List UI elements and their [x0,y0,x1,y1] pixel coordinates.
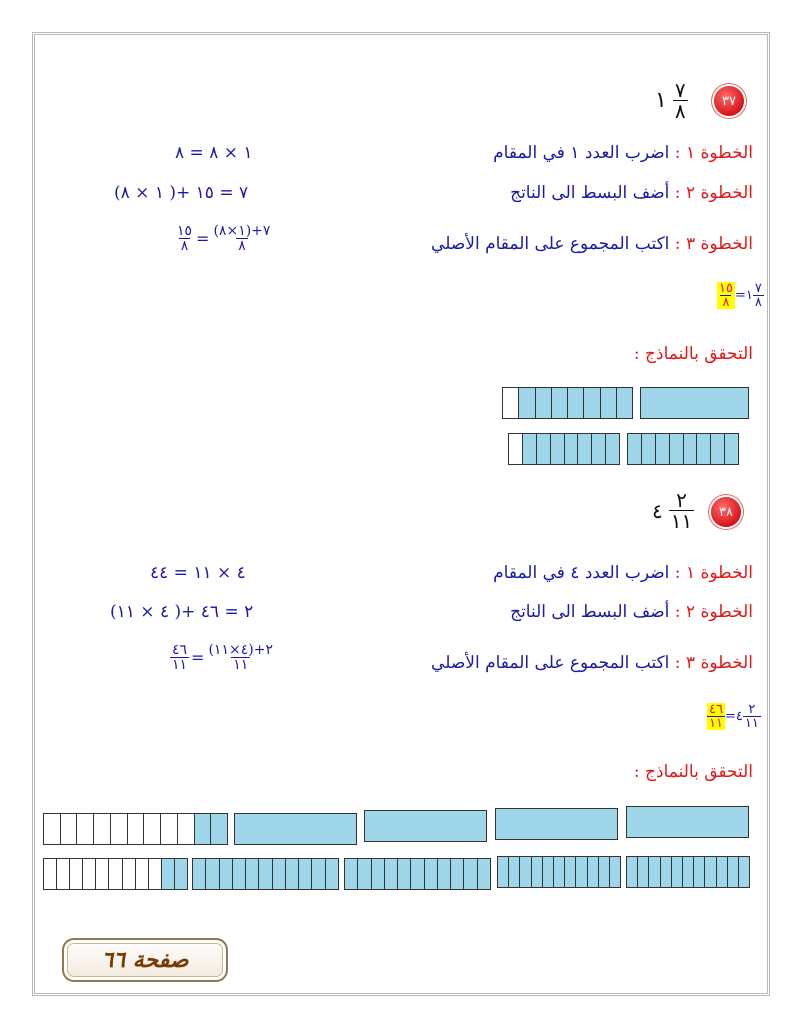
result-equation: $\frac{١٥}{٨}$ = ١ $\frac{٧}{٨}$ [719,281,762,310]
step-3: الخطوة ٣ : اكتب المجموع على المقام الأصلي [431,234,753,254]
model-partial-unit [502,387,633,419]
model-elevenths-whole [626,856,750,888]
step-1: الخطوة ١ : اضرب العدد ١ في المقام [493,143,753,163]
model-whole-unit [234,813,357,845]
model-elevenths-partial [43,858,188,890]
problem-fraction: $\frac{٢}{١١}$ [670,488,693,533]
page-number-label: صفحة ٦٦ [62,938,228,982]
step-2-expression: (١ × ٨ )+ ٧ = ١٥ [114,183,249,203]
problem-mixed-number: ٤ $\frac{٢}{١١}$ [652,488,693,533]
step-1: الخطوة ١ : اضرب العدد ٤ في المقام [493,563,753,583]
step-2: الخطوة ٢ : أضف البسط الى الناتج [510,183,753,203]
step-2-expression: (٤ × ١١ )+ ٢ = ٤٦ [110,602,254,622]
step-2: الخطوة ٢ : أضف البسط الى الناتج [510,602,753,622]
model-whole-unit [364,810,487,842]
step-3: الخطوة ٣ : اكتب المجموع على المقام الأصلي [431,653,753,673]
model-whole-unit [640,387,749,419]
problem-fraction: $\frac{٧}{٨}$ [674,78,686,123]
step-1-expression: ٤ × ١١ = ٤٤ [150,563,246,583]
problem-mixed-number: ١ $\frac{٧}{٨}$ [655,78,686,123]
result-equation: $\frac{٤٦}{١١}$ = ٤ $\frac{٢}{١١}$ [709,702,759,731]
verify-heading: التحقق بالنماذج : [633,762,753,782]
step-1-expression: ١ × ٨ = ٨ [175,143,253,163]
model-elevenths-whole [497,856,621,888]
model-partial-unit [43,813,228,845]
model-eighths-partial [508,433,620,465]
model-eighths-whole [627,433,739,465]
model-whole-unit [626,806,749,838]
step-3-expression: $\frac{١٥}{٨}$ = $\frac{(١\times ٨)+٧}{٨}$ [177,223,271,254]
step-3-expression: $\frac{٤٦}{١١}$ = $\frac{(٤\times ١١)+٢}{١١}$ [172,642,273,673]
problem-number-badge: ٣٧ [714,86,744,116]
model-elevenths-whole [192,858,339,890]
verify-heading: التحقق بالنماذج : [633,344,753,364]
problem-number-badge: ٣٨ [711,497,741,527]
model-whole-unit [495,808,618,840]
model-elevenths-whole [344,858,491,890]
